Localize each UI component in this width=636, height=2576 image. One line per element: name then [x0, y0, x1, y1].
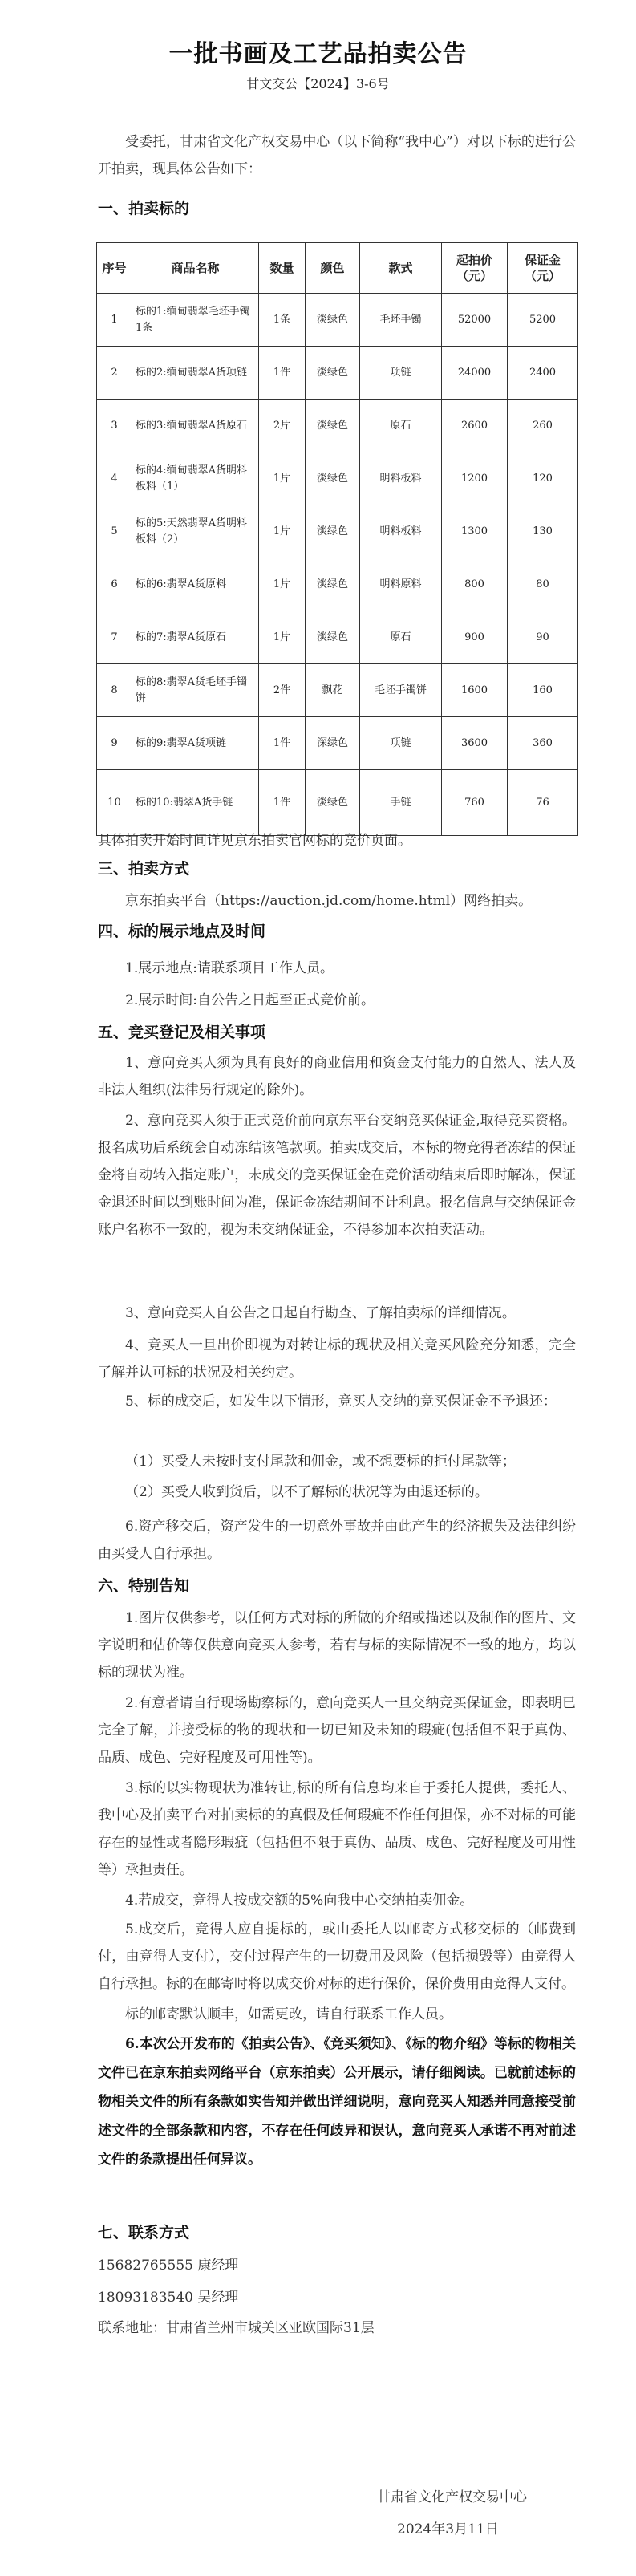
- no-refund-case-1: （1）买受人未按时支付尾款和佣金，或不想要标的拒付尾款等；: [125, 1454, 516, 1470]
- cell-name: 标的6:翡翠A货原料: [132, 558, 259, 611]
- column-header-name: 商品名称: [132, 243, 259, 294]
- table-row: [97, 294, 578, 347]
- cell-deposit: 76: [508, 770, 578, 836]
- notice-para-4: 4.若成交，竞得人按成交额的5%向我中心交纳拍卖佣金。: [125, 1892, 474, 1909]
- cell-style: 项链: [360, 347, 442, 400]
- cell-qty: 1条: [259, 294, 306, 347]
- cell-start-price: 1300: [442, 505, 508, 558]
- notice-para-2: 2.有意者请自行现场勘察标的，意向竞买人一旦交纳竞买保证金，即表明已完全了解，并接受标的物的现状和一切已知及未知的瑕疵(包括但不限于真伪、品质、成色、完好程度及可用性等)。: [98, 1695, 576, 1766]
- cell-no: 10: [97, 770, 132, 836]
- cell-start-price: 52000: [442, 294, 508, 347]
- cell-style: 原石: [360, 400, 442, 452]
- cell-color: 飘花: [306, 664, 360, 717]
- cell-style: 手链: [360, 770, 442, 836]
- cell-name: 标的3:缅甸翡翠A货原石: [132, 400, 259, 452]
- table-row: [97, 347, 578, 400]
- notice-para-6-bold: 6.本次公开发布的《拍卖公告》、《竞买须知》、《标的物介绍》等标的物相关文件已在京东拍卖网络平台（京东拍卖）公开展示，请仔细阅读。已就前述标的物相关文件的所有条款如实告知并做出详细说明，意向竞买人知悉并同意接受前述文件的全部条款和内容，不存在任何歧异和误认，意向竞买人承诺不再对前述文件的条款提出任何异议。: [98, 2036, 576, 2168]
- cell-start-price: 900: [442, 611, 508, 664]
- column-header-no: 序号: [97, 243, 132, 294]
- table-row: [97, 717, 578, 770]
- display-time: 2.展示时间:自公告之日起至正式竞价前。: [125, 992, 375, 1008]
- cell-qty: 1片: [259, 558, 306, 611]
- section-heading-display: 四、标的展示地点及时间: [98, 923, 266, 940]
- cell-color: 淡绿色: [306, 452, 360, 505]
- registration-para-3: 3、意向竞买人自公告之日起自行勘查、了解拍卖标的详细情况。: [125, 1305, 516, 1321]
- cell-no: 7: [97, 611, 132, 664]
- cell-style: 毛坯手镯饼: [360, 664, 442, 717]
- section-heading-method: 三、拍卖方式: [98, 860, 190, 878]
- cell-name: 标的10:翡翠A货手链: [132, 770, 259, 836]
- cell-style: 原石: [360, 611, 442, 664]
- cell-deposit: 2400: [508, 347, 578, 400]
- table-row: [97, 770, 578, 836]
- cell-style: 毛坯手镯: [360, 294, 442, 347]
- cell-name: 标的8:翡翠A货毛坯手镯饼: [132, 664, 259, 717]
- registration-para-2: 2、意向竞买人须于正式竞价前向京东平台交纳竞买保证金,取得竞买资格。报名成功后系统会自动冻结该笔款项。拍卖成交后，本标的物竞得者冻结的保证金将自动转入指定账户，未成交的竞买保证金在竞价活动结束后即时解冻，保证金退还时间以到账时间为准，保证金冻结期间不计利息。报名信息与交纳保证金账户名称不一致的，视为未交纳保证金，不得参加本次拍卖活动。: [98, 1113, 576, 1238]
- cell-qty: 1件: [259, 347, 306, 400]
- cell-color: 淡绿色: [306, 505, 360, 558]
- section-heading-lots: 一、拍卖标的: [98, 200, 190, 217]
- lots-table: [96, 242, 578, 836]
- section-heading-contact: 七、联系方式: [98, 2224, 190, 2241]
- cell-name: 标的9:翡翠A货项链: [132, 717, 259, 770]
- display-location: 1.展示地点:请联系项目工作人员。: [125, 960, 334, 976]
- cell-start-price: 800: [442, 558, 508, 611]
- cell-no: 1: [97, 294, 132, 347]
- document-number: 甘文交公【2024】3-6号: [246, 76, 390, 91]
- cell-qty: 1片: [259, 611, 306, 664]
- cell-deposit: 360: [508, 717, 578, 770]
- cell-color: 淡绿色: [306, 611, 360, 664]
- cell-color: 淡绿色: [306, 558, 360, 611]
- cell-no: 2: [97, 347, 132, 400]
- cell-color: 淡绿色: [306, 770, 360, 836]
- registration-para-6: 6.资产移交后，资产发生的一切意外事故并由此产生的经济损失及法律纠纷由买受人自行承担。: [98, 1519, 576, 1562]
- cell-start-price: 24000: [442, 347, 508, 400]
- cell-color: 深绿色: [306, 717, 360, 770]
- cell-name: 标的1:缅甸翡翠毛坯手镯1条: [132, 294, 259, 347]
- cell-color: 淡绿色: [306, 347, 360, 400]
- cell-color: 淡绿色: [306, 400, 360, 452]
- cell-deposit: 90: [508, 611, 578, 664]
- cell-deposit: 130: [508, 505, 578, 558]
- notice-para-5: 5.成交后，竞得人应自提标的，或由委托人以邮寄方式移交标的（邮费到付，由竞得人支付），交付过程产生的一切费用及风险（包括损毁等）由竞得人自行承担。标的在邮寄时将以成交价对标的进行保价，保价费用由竞得人支付。: [98, 1921, 576, 1992]
- registration-para-5: 5、标的成交后，如发生以下情形，竞买人交纳的竞买保证金不予退还：: [125, 1393, 557, 1410]
- cell-start-price: 1600: [442, 664, 508, 717]
- table-row: [97, 505, 578, 558]
- table-row: [97, 400, 578, 452]
- section-heading-notice: 六、特别告知: [98, 1577, 190, 1595]
- cell-name: 标的5:天然翡翠A货明料板料（2）: [132, 505, 259, 558]
- cell-style: 明料板料: [360, 452, 442, 505]
- contact-phone-1: 15682765555 康经理: [98, 2258, 239, 2274]
- cell-no: 9: [97, 717, 132, 770]
- cell-deposit: 120: [508, 452, 578, 505]
- auction-method-text: 京东拍卖平台（https://auction.jd.com/home.html）网络拍卖。: [125, 893, 533, 909]
- cell-start-price: 760: [442, 770, 508, 836]
- cell-color: 淡绿色: [306, 294, 360, 347]
- cell-start-price: 1200: [442, 452, 508, 505]
- contact-address: 联系地址：甘肃省兰州市城关区亚欧国际31层: [98, 2320, 375, 2336]
- cell-name: 标的2:缅甸翡翠A货项链: [132, 347, 259, 400]
- cell-qty: 2片: [259, 400, 306, 452]
- cell-qty: 1片: [259, 452, 306, 505]
- table-row: [97, 664, 578, 717]
- signature-organization: 甘肃省文化产权交易中心: [377, 2489, 527, 2505]
- cell-qty: 2件: [259, 664, 306, 717]
- section-heading-registration: 五、竞买登记及相关事项: [98, 1024, 266, 1041]
- cell-deposit: 160: [508, 664, 578, 717]
- table-header-row: [97, 243, 578, 294]
- table-row: [97, 611, 578, 664]
- page-title: 一批书画及工艺品拍卖公告: [168, 40, 468, 68]
- column-header-qty: 数量: [259, 243, 306, 294]
- signature-date: 2024年3月11日: [397, 2521, 499, 2537]
- table-row: [97, 452, 578, 505]
- cell-no: 8: [97, 664, 132, 717]
- cell-start-price: 2600: [442, 400, 508, 452]
- table-row: [97, 558, 578, 611]
- cell-no: 5: [97, 505, 132, 558]
- cell-start-price: 3600: [442, 717, 508, 770]
- cell-qty: 1片: [259, 505, 306, 558]
- notice-para-3: 3.标的以实物现状为准转让,标的所有信息均来自于委托人提供，委托人、我中心及拍卖平台对拍卖标的的真假及任何瑕疵不作任何担保，亦不对标的可能存在的显性或者隐形瑕疵（包括但不限于真伪、品质、成色、完好程度及可用性等）承担责任。: [98, 1780, 576, 1878]
- cell-no: 4: [97, 452, 132, 505]
- column-header-start-price: 起拍价（元）: [442, 243, 508, 294]
- column-header-deposit: 保证金（元）: [508, 243, 578, 294]
- cell-no: 3: [97, 400, 132, 452]
- cell-deposit: 260: [508, 400, 578, 452]
- cell-style: 项链: [360, 717, 442, 770]
- column-header-style: 款式: [360, 243, 442, 294]
- contact-phone-2: 18093183540 吴经理: [98, 2290, 239, 2306]
- no-refund-case-2: （2）买受人收到货后，以不了解标的状况等为由退还标的。: [125, 1484, 488, 1500]
- cell-deposit: 5200: [508, 294, 578, 347]
- cell-style: 明料板料: [360, 505, 442, 558]
- cell-name: 标的7:翡翠A货原石: [132, 611, 259, 664]
- cell-qty: 1件: [259, 717, 306, 770]
- cell-style: 明料原料: [360, 558, 442, 611]
- cell-qty: 1件: [259, 770, 306, 836]
- auction-time-note: 具体拍卖开始时间详见京东拍卖官网标的竞价页面。: [98, 833, 411, 849]
- intro-paragraph: 受委托，甘肃省文化产权交易中心（以下简称“我中心”）对以下标的进行公开拍卖，现具体公告如下：: [98, 134, 576, 177]
- registration-para-4: 4、竞买人一旦出价即视为对转让标的现状及相关竞买风险充分知悉，完全了解并认可标的状况及相关约定。: [98, 1337, 576, 1381]
- cell-name: 标的4:缅甸翡翠A货明料板料（1）: [132, 452, 259, 505]
- cell-deposit: 80: [508, 558, 578, 611]
- cell-no: 6: [97, 558, 132, 611]
- registration-para-1: 1、意向竞买人须为具有良好的商业信用和资金支付能力的自然人、法人及非法人组织(法律另行规定的除外)。: [98, 1055, 576, 1098]
- column-header-color: 颜色: [306, 243, 360, 294]
- notice-shipping-note: 标的邮寄默认顺丰，如需更改，请自行联系工作人员。: [125, 2006, 452, 2022]
- notice-para-1: 1.图片仅供参考，以任何方式对标的所做的介绍或描述以及制作的图片、文字说明和估价等仅供意向竞买人参考，若有与标的实际情况不一致的地方，均以标的现状为准。: [98, 1610, 576, 1681]
